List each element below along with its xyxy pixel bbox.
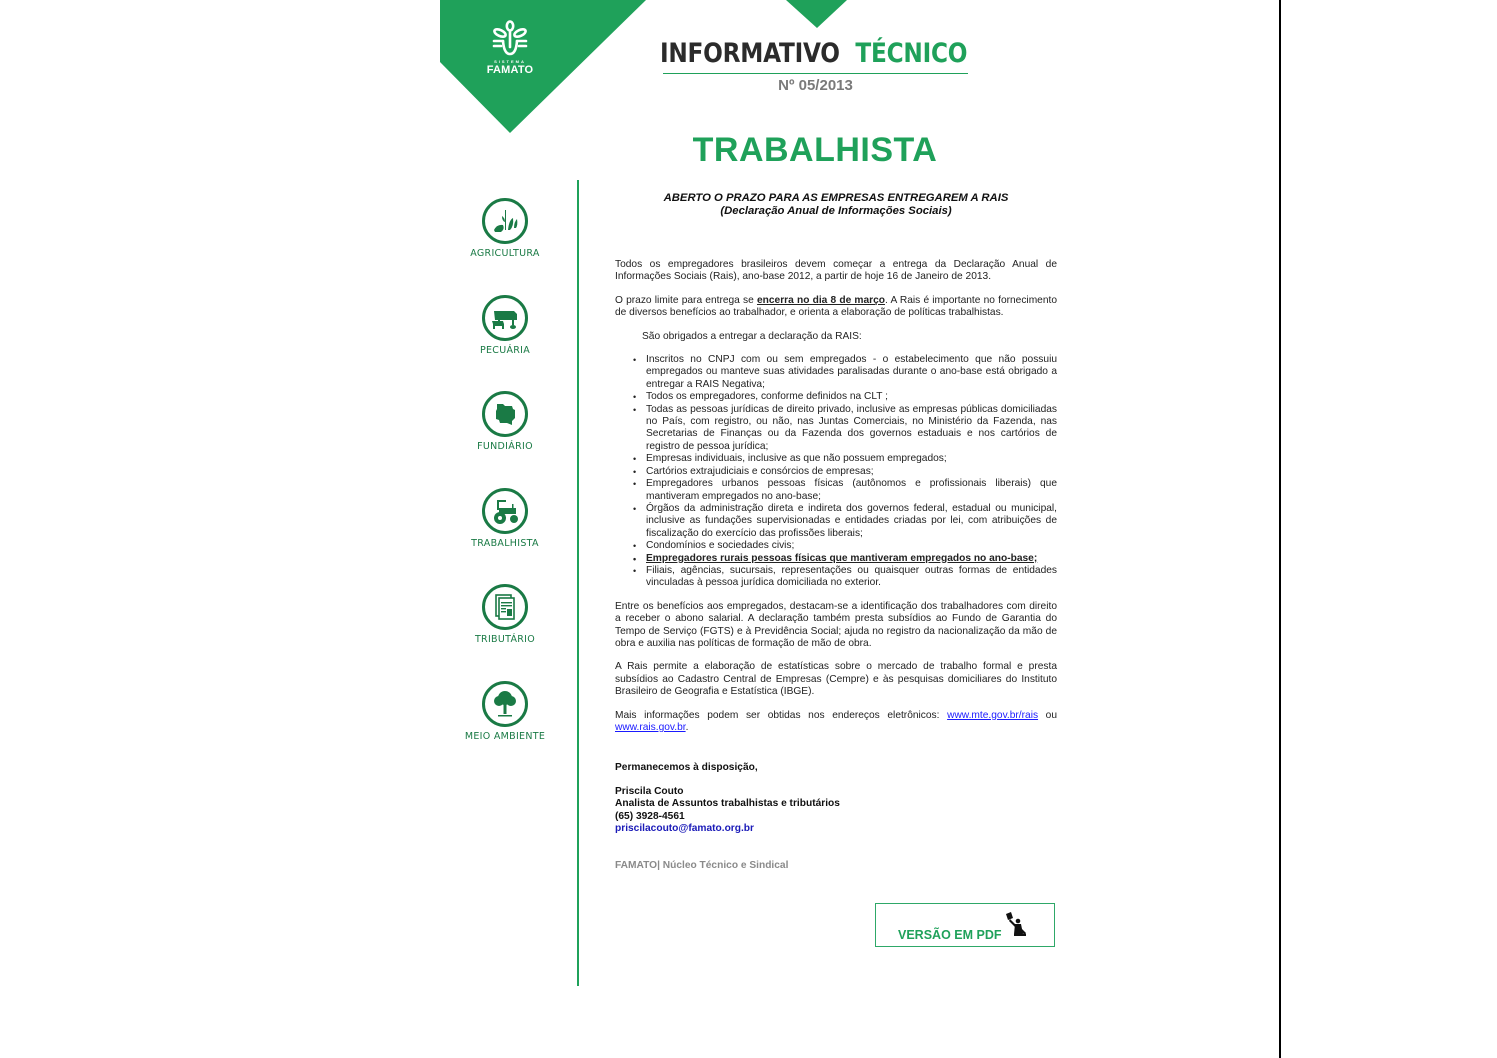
category-label: AGRICULTURA xyxy=(470,248,540,259)
list-item: • Filiais, agências, sucursais, representações ou quaisquer outras formas de entidades vinculadas à pessoa jurídica domiciliada no exterior. xyxy=(646,565,1057,590)
article-body xyxy=(615,192,1057,873)
more-info-or: ou xyxy=(1038,709,1057,721)
deadline-highlight: encerra no dia 8 de março xyxy=(756,294,886,306)
list-item: • Todos os empregadores, conforme definidos na CLT ; xyxy=(646,391,1057,403)
list-item: • Cartórios extrajudiciais e consórcios de empresas; xyxy=(646,466,1057,478)
list-item: • Inscritos no CNPJ com ou sem empregados - o estabelecimento que não possuiu empregados ou manteve suas atividades paralisadas durante o ano-base está obrigado a entregar a RAIS Negativa; xyxy=(646,354,1057,391)
list-item-highlight: • Empregadores rurais pessoas físicas que mantiveram empregados no ano-base; xyxy=(646,553,1057,565)
section-title: TRABALHISTA xyxy=(692,131,938,169)
category-pecuaria[interactable] xyxy=(460,295,550,356)
category-label: TRABALHISTA xyxy=(471,538,539,549)
document-icon xyxy=(488,590,522,624)
list-item: • Órgãos da administração direta e indireta dos governos federal, estadual ou municipal, inclusive as fundações supervisionadas e entidades criadas por lei, com atribuições de fiscalização do exercício das profissões liberais; xyxy=(646,503,1057,540)
reader-figure-icon xyxy=(1003,911,1031,939)
signer-name: Priscila Couto xyxy=(615,785,684,797)
header-underline xyxy=(663,73,968,74)
list-item: • Condomínios e sociedades civis; xyxy=(646,540,1057,552)
title-tecnico: TÉCNICO xyxy=(855,38,968,69)
closing-line: Permanecemos à disposição, xyxy=(615,762,758,774)
signer-role: Analista de Assuntos trabalhistas e tributários xyxy=(615,798,840,810)
paragraph-intro: Todos os empregadores brasileiros devem começar a entrega da Declaração Anual de Informações Sociais (Rais), ano-base 2012, a partir de hoje 16 de Janeiro de 2013. xyxy=(615,259,1057,283)
decorative-triangle xyxy=(786,0,848,30)
list-item: • Todas as pessoas jurídicas de direito privado, inclusive as empresas públicas domiciliadas no País, com registro, ou não, nas Juntas Comerciais, no Ministério da Fazenda, nas Secretarias de Finanças ou da Fazenda dos governos estaduais e nos cartórios de registro de pessoa jurídica; xyxy=(646,404,1057,454)
agriculture-icon xyxy=(488,204,522,238)
obligated-list xyxy=(615,354,1057,590)
paragraph-statistics: A Rais permite a elaboração de estatísticas sobre o mercado de trabalho formal e presta subsídios ao Cadastro Central de Empresas (Cempre) e às pesquisas domiciliares do Instituto Brasileiro de Geografia e Estatística (IBGE). xyxy=(615,661,1057,698)
signer-email[interactable]: priscilacouto@famato.org.br xyxy=(615,823,754,835)
livestock-icon xyxy=(488,301,522,335)
famato-emblem-icon xyxy=(490,20,530,56)
signer-phone: (65) 3928-4561 xyxy=(615,810,685,822)
category-trabalhista[interactable] xyxy=(460,488,550,549)
land-map-icon xyxy=(488,397,522,431)
pdf-version-button[interactable] xyxy=(875,903,1055,947)
issue-number: Nº 05/2013 xyxy=(778,77,853,94)
list-intro: São obrigados a entregar a declaração da RAIS: xyxy=(642,330,862,342)
deadline-text-before: O prazo limite para entrega se xyxy=(615,294,757,306)
more-info-text: Mais informações podem ser obtidas nos endereços eletrônicos: xyxy=(615,709,948,721)
page-edge-rule xyxy=(1279,0,1281,1058)
category-fundiario[interactable] xyxy=(460,391,550,452)
title-informativo: INFORMATIVO xyxy=(660,38,840,69)
article-headline: ABERTO O PRAZO PARA AS EMPRESAS ENTREGAREM A RAIS xyxy=(663,192,1009,204)
category-label: FUNDIÁRIO xyxy=(477,441,533,452)
list-item: • Empregadores urbanos pessoas físicas (autônomos e profissionais liberais) que mantiveram empregados no ano-base; xyxy=(646,478,1057,503)
footer-org: FAMATO| Núcleo Técnico e Sindical xyxy=(615,860,789,872)
list-item: • Empresas individuais, inclusive as que não possuem empregados; xyxy=(646,453,1057,465)
paragraph-benefits: Entre os benefícios aos empregados, destacam-se a identificação dos trabalhadores com direito a receber o abono salarial. A declaração também presta subsídios ao Fundo de Garantia do Tempo de Serviço (FGTS) e à Previdência Social; ajuda no registro da nacionalização da mão de obra e auxilia nas políticas de formação de mão de obra. xyxy=(615,600,1057,649)
deadline-text-after: . A Rais é importante no fornecimento de diversos benefícios ao trabalhador, e orienta a elaboração de políticas trabalhistas. xyxy=(615,294,1058,319)
category-meio-ambiente[interactable] xyxy=(460,681,550,742)
paragraph-more-info xyxy=(615,710,1057,735)
famato-logo xyxy=(470,20,550,76)
category-tributario[interactable] xyxy=(460,584,550,645)
category-label: TRIBUTÁRIO xyxy=(474,634,536,645)
paragraph-deadline xyxy=(615,295,1057,320)
article-subheadline: (Declaração Anual de Informações Sociais) xyxy=(720,205,952,217)
tractor-icon xyxy=(488,494,522,528)
category-label: MEIO AMBIENTE xyxy=(464,731,546,742)
more-info-end: . xyxy=(685,722,689,733)
link-rais-gov[interactable]: www.rais.gov.br xyxy=(615,722,686,733)
link-mte-rais[interactable]: www.mte.gov.br/rais xyxy=(947,709,1039,721)
pdf-version-label: VERSÃO EM PDF xyxy=(898,928,1002,942)
category-agricultura[interactable] xyxy=(460,198,550,259)
logo-wordmark: FAMATO xyxy=(486,64,534,76)
publication-title xyxy=(660,38,968,69)
category-label: PECUÁRIA xyxy=(479,345,531,356)
tree-icon xyxy=(488,687,522,721)
vertical-divider xyxy=(577,180,579,986)
logo-system-label: SISTEMA xyxy=(494,59,526,64)
